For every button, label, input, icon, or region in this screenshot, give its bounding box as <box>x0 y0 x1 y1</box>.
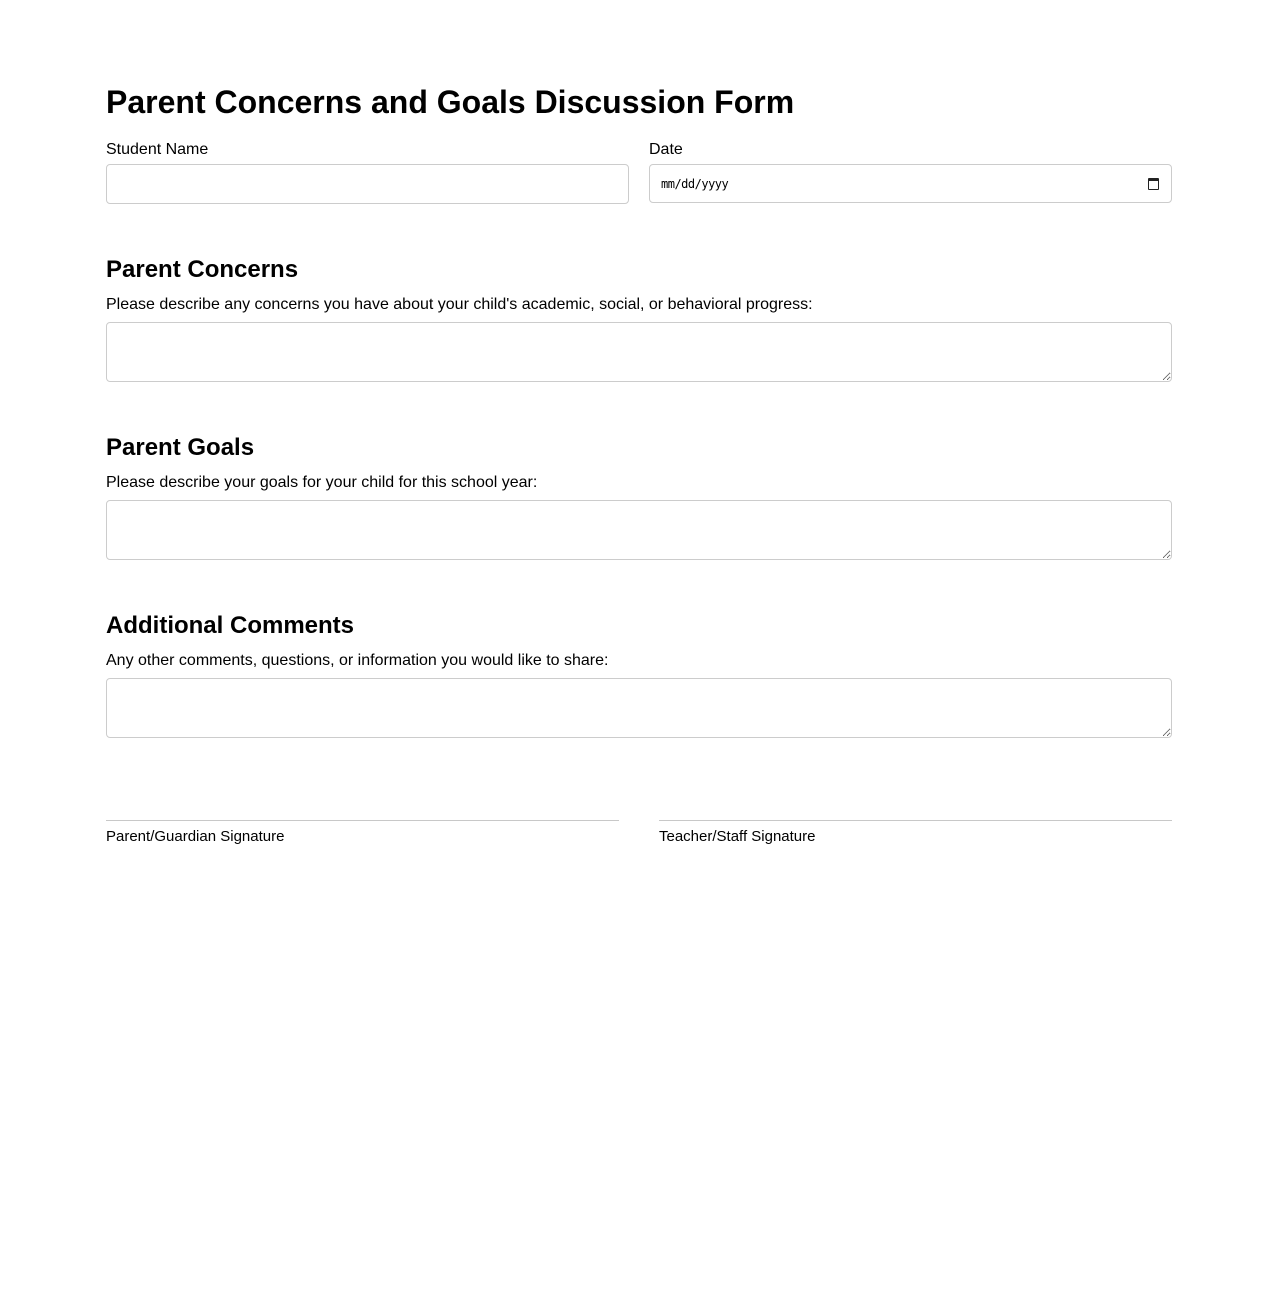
section-additional-comments <box>106 610 1172 738</box>
student-info-row <box>106 141 1172 204</box>
teacher-signature-line <box>659 820 1172 821</box>
parent-signature-label: Parent/Guardian Signature <box>106 828 285 845</box>
signature-row <box>106 820 1172 845</box>
textarea-wrap-goals <box>106 500 1172 560</box>
textarea-wrap-comments <box>106 678 1172 738</box>
section-parent-goals <box>106 432 1172 560</box>
section-parent-concerns <box>106 254 1172 382</box>
prompt-additional-comments: Any other comments, questions, or information you would like to share: <box>106 652 609 669</box>
parent-signature-block <box>106 820 619 845</box>
section-title-additional-comments: Additional Comments <box>106 612 355 639</box>
parent-concerns-textarea[interactable] <box>106 322 1172 382</box>
textarea-wrap-concerns <box>106 322 1172 382</box>
form-page <box>106 0 1172 845</box>
additional-comments-textarea[interactable] <box>106 678 1172 738</box>
student-name-field <box>106 141 629 204</box>
student-name-label: Student Name <box>106 141 209 158</box>
date-label: Date <box>649 141 683 158</box>
student-name-input[interactable] <box>106 164 629 204</box>
parent-goals-textarea[interactable] <box>106 500 1172 560</box>
teacher-signature-block <box>659 820 1172 845</box>
calendar-icon[interactable] <box>1148 178 1159 190</box>
prompt-parent-goals: Please describe your goals for your child for this school year: <box>106 474 538 491</box>
teacher-signature-label: Teacher/Staff Signature <box>659 828 816 845</box>
prompt-parent-concerns: Please describe any concerns you have about your child's academic, social, or behavioral progress: <box>106 296 813 313</box>
page-title: Parent Concerns and Goals Discussion Form <box>106 84 795 120</box>
date-placeholder: mm/dd/yyyy <box>661 176 729 191</box>
parent-signature-line <box>106 820 619 821</box>
section-title-parent-goals: Parent Goals <box>106 434 255 461</box>
date-field <box>649 141 1172 204</box>
date-input[interactable] <box>649 164 1172 203</box>
section-title-parent-concerns: Parent Concerns <box>106 256 299 283</box>
